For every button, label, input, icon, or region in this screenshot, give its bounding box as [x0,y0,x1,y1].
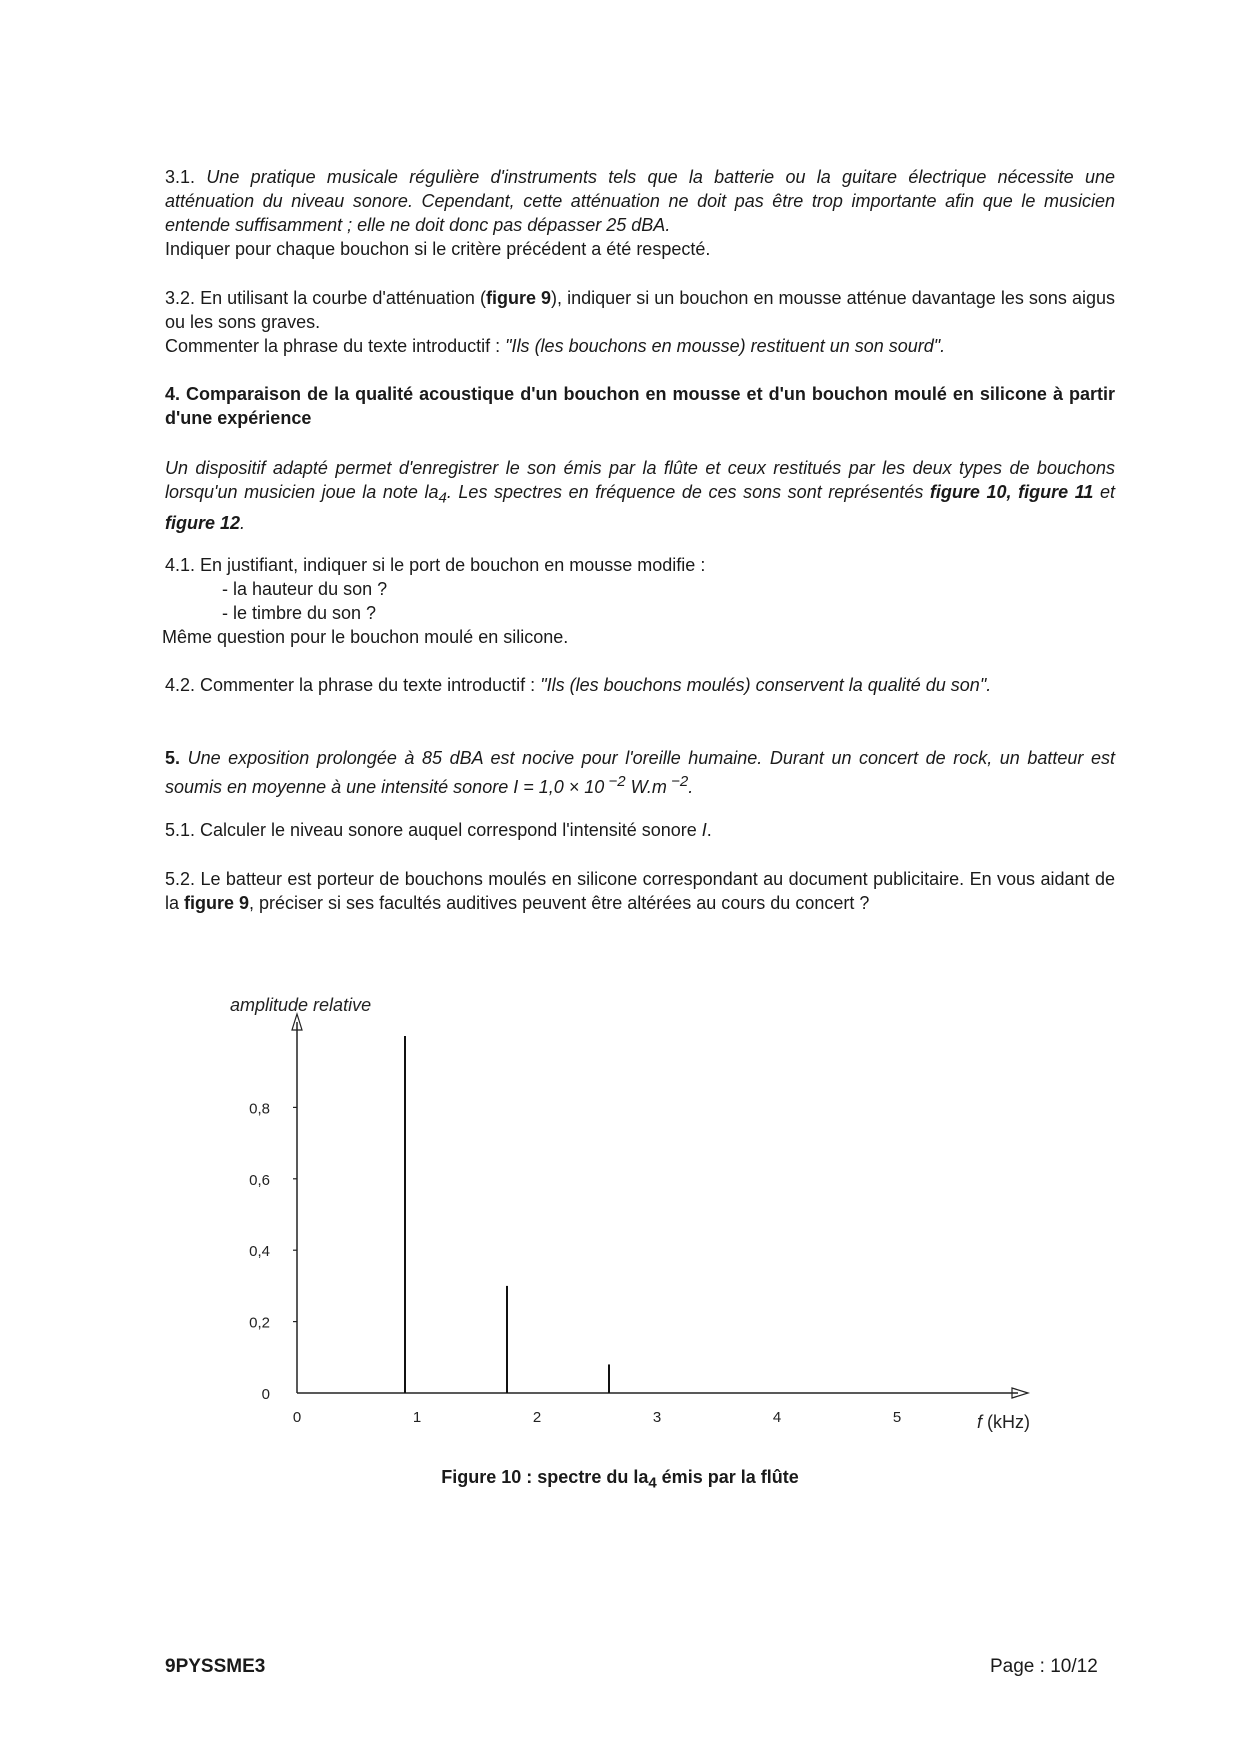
y-axis-label: amplitude relative [230,995,372,1015]
intro-text: . [240,512,246,533]
unit: W.m [625,777,667,797]
x-ticks [293,1409,901,1426]
question-text: . [688,777,694,797]
chart-axes [230,995,1030,1432]
x-tick-label: 1 [412,1409,422,1426]
y-tick-label: 0,8 [249,1100,270,1118]
question-text: 3.2. En utilisant la courbe d'atténuation ( [165,288,486,308]
question-text: Même question pour le bouchon moulé en silicone. [162,627,569,647]
question-text: Commenter la phrase du texte introductif : [165,336,506,356]
y-ticks [249,1100,297,1403]
figure-reference: figure 10, figure 11 [929,482,1094,502]
section-4-heading: 4. Comparaison de la qualité acoustique d'un bouchon en mousse et d'un bouchon moulé en silicone à partir d'une expérience [165,384,1115,428]
question-text: Une exposition prolongée à 85 dBA est nocive pour l'oreille humaine. Durant un concert de rock, un batteur est soumis en moyenne à une intensité sonore I = 1,0 × 10 [165,748,1115,797]
figure-reference: figure 9 [485,288,552,308]
x-tick-label: 4 [772,1409,782,1426]
x-tick-label: 0 [292,1409,302,1426]
x-tick-label: 2 [532,1409,542,1426]
question-text: 5.2. Le batteur est porteur de bouchons moulés en silicone correspondant au document publicitaire. En vous aidant de la [165,869,1115,913]
figure-caption [0,1467,1240,1492]
caption-text: Figure 10 : spectre du la [441,1467,649,1487]
quote: "Ils (les bouchons en mousse) restituent un son sourd". [505,336,946,356]
question-text: . [706,820,712,840]
x-axis-variable: f [977,1412,983,1432]
question-text: ), indiquer si un bouchon en mousse atténue davantage les sons aigus ou les sons graves. [165,288,1115,332]
question-number: 5. [165,748,181,768]
exponent: −2 [604,773,626,790]
question-number: 3.1. [165,167,196,187]
exam-code: 9PYSSME3 [165,1656,266,1677]
y-tick-label: 0 [261,1386,270,1403]
intro-text: . Les spectres en fréquence de ces sons sont représentés [446,482,930,502]
variable: I [701,820,707,840]
x-axis-label [977,1412,1030,1432]
question-context: Une pratique musicale régulière d'instruments tels que la batterie ou la guitare électrique nécessite une atténuation du niveau sonore. Cependant, cette atténuation ne doit pas être trop importante afin que le musicien entende suffisamment ; elle ne doit donc pas dépasser 25 dBA. [165,167,1115,235]
caption-text: émis par la flûte [656,1467,799,1487]
x-tick-label: 3 [652,1409,662,1426]
list-item: - le timbre du son ? [222,603,377,623]
page-number: Page : 10/12 [990,1656,1098,1677]
exponent: −2 [666,773,689,790]
question-text: , préciser si ses facultés auditives peuvent être altérées au cours du concert ? [249,893,870,913]
x-axis-unit: (kHz) [982,1412,1031,1432]
figure-reference: figure 12 [165,512,241,533]
question-task: Indiquer pour chaque bouchon si le critère précédent a été respecté. [165,239,711,259]
question-text: 4.2. Commenter la phrase du texte introductif : [165,675,541,695]
y-tick-label: 0,2 [249,1314,270,1332]
subscript: 4 [438,489,447,507]
figure-reference: figure 9 [184,893,250,913]
caption-subscript: 4 [648,1474,657,1492]
quote: "Ils (les bouchons moulés) conservent la qualité du son". [540,675,992,695]
spectrum-lines [405,1036,609,1393]
y-tick-label: 0,4 [249,1243,270,1261]
x-tick-label: 5 [892,1409,902,1426]
y-tick-label: 0,6 [249,1171,270,1189]
list-item: - la hauteur du son ? [222,579,388,599]
intro-text: et [1093,482,1115,502]
question-text: 4.1. En justifiant, indiquer si le port de bouchon en mousse modifie : [165,555,706,575]
question-text: 5.1. Calculer le niveau sonore auquel correspond l'intensité sonore [165,820,702,840]
intro-text: Un dispositif adapté permet d'enregistrer le son émis par la flûte et ceux restitués par les deux types de bouchons lorsqu'un musicien joue la note la [165,458,1115,502]
